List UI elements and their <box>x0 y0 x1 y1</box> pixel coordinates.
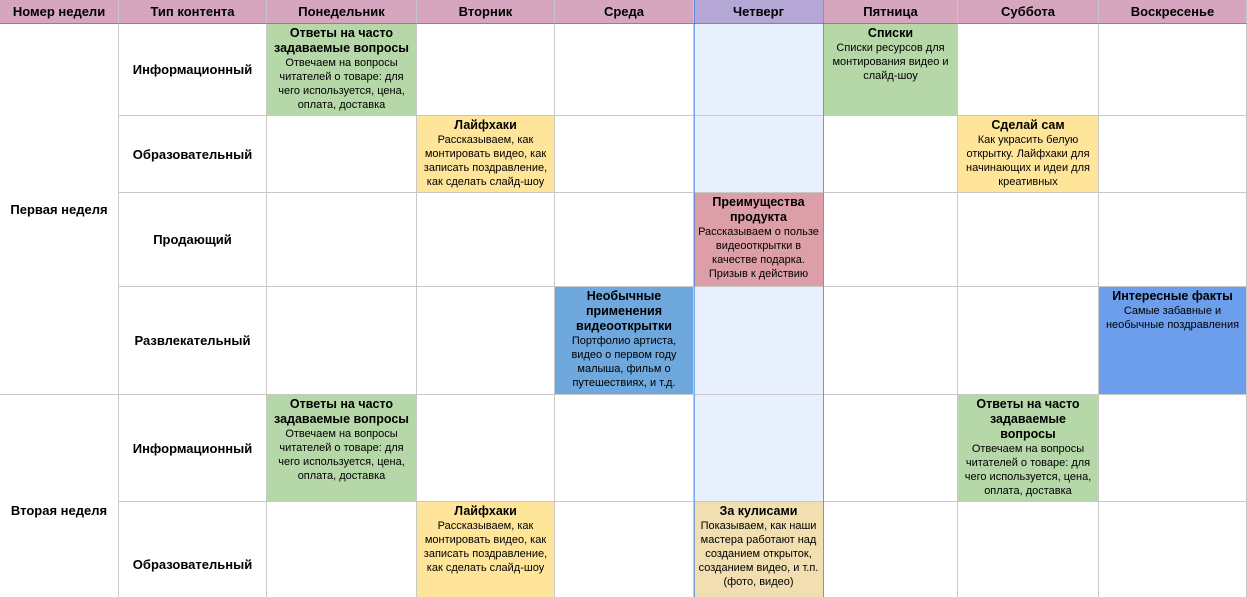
entry-description: Списки ресурсов для монтирования видео и слайд-шоу <box>832 42 949 82</box>
schedule-entry-cell[interactable] <box>694 502 824 597</box>
entry-description: Отвечаем на вопросы читателей о товаре: для чего используется, цена, оплата, доставка <box>964 443 1092 497</box>
schedule-entry-cell[interactable] <box>417 502 555 597</box>
empty-cell[interactable] <box>417 395 555 502</box>
empty-cell[interactable] <box>958 24 1099 116</box>
empty-cell[interactable] <box>417 24 555 116</box>
week-number-cell[interactable]: Первая неделя <box>0 24 119 395</box>
content-type-cell[interactable]: Информационный <box>119 395 267 502</box>
empty-cell[interactable] <box>824 502 958 597</box>
schedule-entry-cell[interactable] <box>267 24 417 116</box>
empty-cell[interactable] <box>824 193 958 287</box>
empty-cell[interactable] <box>555 395 694 502</box>
column-header-4[interactable]: Среда <box>555 0 694 24</box>
empty-cell[interactable] <box>1099 193 1247 287</box>
content-type-cell[interactable]: Продающий <box>119 193 267 287</box>
entry-title: Ответы на часто задаваемые вопросы <box>274 397 409 426</box>
empty-cell[interactable] <box>694 116 824 193</box>
entry-description: Рассказываем о пользе видеооткрытки в качестве подарка. Призыв к действию <box>698 226 819 280</box>
entry-description: Отвечаем на вопросы читателей о товаре: для чего используется, цена, оплата, доставка <box>278 57 405 111</box>
content-type-cell[interactable]: Информационный <box>119 24 267 116</box>
content-type-cell[interactable]: Образовательный <box>119 116 267 193</box>
column-header-1[interactable]: Тип контента <box>119 0 267 24</box>
entry-title: Лайфхаки <box>454 118 517 132</box>
column-header-5[interactable]: Четверг <box>694 0 824 24</box>
header-divider <box>0 23 1247 24</box>
schedule-entry-cell[interactable] <box>1099 287 1247 395</box>
empty-cell[interactable] <box>824 287 958 395</box>
week-number-cell[interactable]: Вторая неделя <box>0 395 119 597</box>
empty-cell[interactable] <box>958 502 1099 597</box>
empty-cell[interactable] <box>267 287 417 395</box>
empty-cell[interactable] <box>958 287 1099 395</box>
content-type-cell[interactable]: Развлекательный <box>119 287 267 395</box>
empty-cell[interactable] <box>958 193 1099 287</box>
empty-cell[interactable] <box>1099 395 1247 502</box>
empty-cell[interactable] <box>417 287 555 395</box>
column-header-7[interactable]: Суббота <box>958 0 1099 24</box>
entry-title: Преимущества продукта <box>712 195 805 224</box>
entry-description: Самые забавные и необычные поздравления <box>1105 305 1240 331</box>
empty-cell[interactable] <box>555 502 694 597</box>
schedule-entry-cell[interactable] <box>555 287 694 395</box>
entry-description: Как украсить белую открытку. Лайфхаки для начинающих и идеи для креативных <box>966 134 1090 188</box>
selected-column-edge <box>694 0 695 597</box>
empty-cell[interactable] <box>267 116 417 193</box>
entry-title: Ответы на часто задаваемые вопросы <box>274 26 409 55</box>
column-header-8[interactable]: Воскресенье <box>1099 0 1247 24</box>
entry-description: Рассказываем, как монтировать видео, как записать поздравление, как сделать слайд-шоу <box>423 134 548 188</box>
empty-cell[interactable] <box>555 116 694 193</box>
empty-cell[interactable] <box>555 193 694 287</box>
empty-cell[interactable] <box>694 24 824 116</box>
empty-cell[interactable] <box>694 395 824 502</box>
column-header-2[interactable]: Понедельник <box>267 0 417 24</box>
entry-title: Необычные применения видеооткрытки <box>576 289 672 333</box>
empty-cell[interactable] <box>417 193 555 287</box>
entry-title: Интересные факты <box>1112 289 1233 303</box>
empty-cell[interactable] <box>267 502 417 597</box>
entry-description: Портфолио артиста, видео о первом году малыша, фильм о путешествиях, и т.д. <box>571 335 677 389</box>
empty-cell[interactable] <box>267 193 417 287</box>
entry-title: Списки <box>867 26 914 40</box>
column-header-0[interactable]: Номер недели <box>0 0 119 24</box>
entry-title: За кулисами <box>719 504 798 518</box>
empty-cell[interactable] <box>1099 24 1247 116</box>
column-header-6[interactable]: Пятница <box>824 0 958 24</box>
selected-column-edge <box>823 0 824 597</box>
entry-title: Ответы на часто задаваемые вопросы <box>976 397 1080 441</box>
schedule-entry-cell[interactable] <box>824 24 958 116</box>
content-type-cell[interactable]: Образовательный <box>119 502 267 597</box>
entry-description: Отвечаем на вопросы читателей о товаре: для чего используется, цена, оплата, доставка <box>278 428 405 482</box>
empty-cell[interactable] <box>824 116 958 193</box>
entry-description: Рассказываем, как монтировать видео, как записать поздравление, как сделать слайд-шоу <box>423 520 548 574</box>
empty-cell[interactable] <box>1099 116 1247 193</box>
schedule-entry-cell[interactable] <box>417 116 555 193</box>
empty-cell[interactable] <box>555 24 694 116</box>
entry-title: Лайфхаки <box>454 504 517 518</box>
entry-title: Сделай сам <box>991 118 1065 132</box>
schedule-entry-cell[interactable] <box>694 193 824 287</box>
schedule-entry-cell[interactable] <box>958 395 1099 502</box>
schedule-entry-cell[interactable] <box>958 116 1099 193</box>
entry-description: Показываем, как наши мастера работают над созданием открыток, созданием видео, и т.п. (фото, видео) <box>698 520 819 588</box>
empty-cell[interactable] <box>1099 502 1247 597</box>
empty-cell[interactable] <box>694 287 824 395</box>
column-header-3[interactable]: Вторник <box>417 0 555 24</box>
empty-cell[interactable] <box>824 395 958 502</box>
schedule-entry-cell[interactable] <box>267 395 417 502</box>
